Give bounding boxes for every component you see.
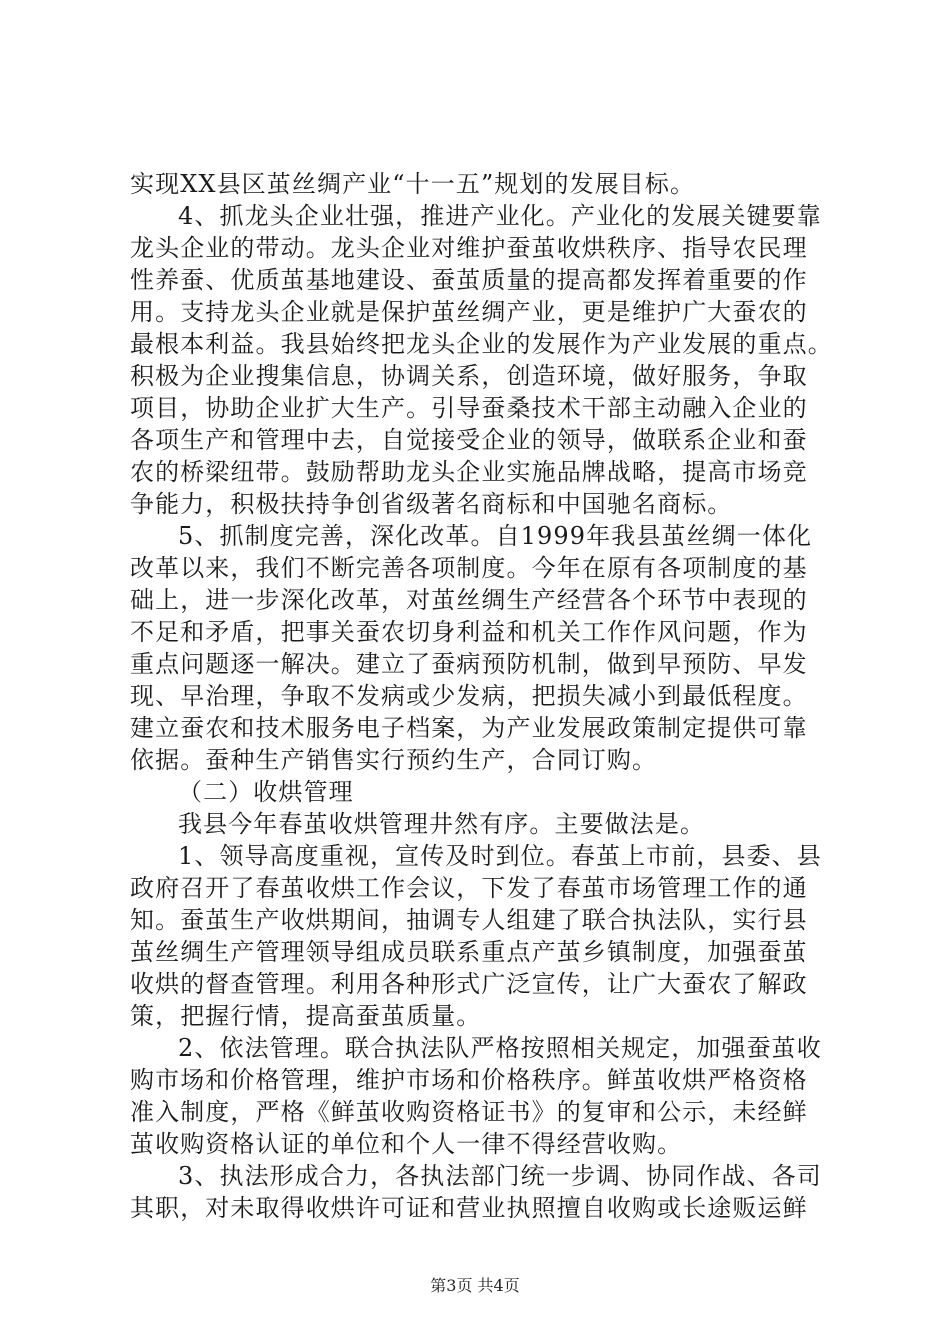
page-number-footer: 第3页 共4页 xyxy=(430,1276,520,1295)
text-line: 改革以来，我们不断完善各项制度。今年在原有各项制度的基 xyxy=(130,554,808,582)
text-line: 农的桥梁纽带。鼓励帮助龙头企业实施品牌战略，提高市场竞 xyxy=(130,458,808,486)
section-heading: （二）收烘管理 xyxy=(178,778,354,806)
text-line: 策，把握行情，提高蚕茧质量。 xyxy=(130,1002,482,1030)
text-line: 用。支持龙头企业就是保护茧丝绸产业，更是维护广大蚕农的 xyxy=(130,298,808,326)
text-line: 龙头企业的带动。龙头企业对维护蚕茧收烘秩序、指导农民理 xyxy=(130,234,808,262)
paragraph-start-line: 4、抓龙头企业壮强，推进产业化。产业化的发展关键要靠 xyxy=(178,202,822,230)
paragraph-start-line: 3、执法形成合力，各执法部门统一步调、协同作战、各司 xyxy=(178,1162,822,1190)
text-line: 建立蚕农和技术服务电子档案，为产业发展政策制定提供可靠 xyxy=(130,714,808,742)
paragraph-start-line: 1、领导高度重视，宣传及时到位。春茧上市前，县委、县 xyxy=(178,842,822,870)
text-line: 政府召开了春茧收烘工作会议，下发了春茧市场管理工作的通 xyxy=(130,874,808,902)
text-line: 茧收购资格认证的单位和个人一律不得经营收购。 xyxy=(130,1130,683,1158)
paragraph-start-line: 我县今年春茧收烘管理井然有序。主要做法是。 xyxy=(178,810,706,838)
text-line: 实现XX县区茧丝绸产业“十一五”规划的发展目标。 xyxy=(130,170,696,198)
text-line: 购市场和价格管理，维护市场和价格秩序。鲜茧收烘严格资格 xyxy=(130,1066,808,1094)
text-line: 争能力，积极扶持争创省级著名商标和中国驰名商标。 xyxy=(130,490,733,518)
text-line: 准入制度，严格《鲜茧收购资格证书》的复审和公示，未经鲜 xyxy=(130,1098,808,1126)
text-line: 收烘的督查管理。利用各种形式广泛宣传，让广大蚕农了解政 xyxy=(130,970,808,998)
text-line: 最根本利益。我县始终把龙头企业的发展作为产业发展的重点。 xyxy=(130,330,833,358)
text-line: 各项生产和管理中去，自觉接受企业的领导，做联系企业和蚕 xyxy=(130,426,808,454)
paragraph-start-line: 2、依法管理。联合执法队严格按照相关规定，加强蚕茧收 xyxy=(178,1034,822,1062)
text-line: 知。蚕茧生产收烘期间，抽调专人组建了联合执法队，实行县 xyxy=(130,906,808,934)
text-line: 现、早治理，争取不发病或少发病，把损失减小到最低程度。 xyxy=(130,682,808,710)
text-line: 其职，对未取得收烘许可证和营业执照擅自收购或长途贩运鲜 xyxy=(130,1194,808,1222)
text-line: 茧丝绸生产管理领导组成员联系重点产茧乡镇制度，加强蚕茧 xyxy=(130,938,808,966)
body-text xyxy=(130,168,833,1224)
text-line: 项目，协助企业扩大生产。引导蚕桑技术干部主动融入企业的 xyxy=(130,394,808,422)
text-line: 不足和矛盾，把事关蚕农切身利益和机关工作作风问题，作为 xyxy=(130,618,808,646)
text-line: 依据。蚕种生产销售实行预约生产，合同订购。 xyxy=(130,746,658,774)
text-line: 础上，进一步深化改革，对茧丝绸生产经营各个环节中表现的 xyxy=(130,586,808,614)
text-line: 积极为企业搜集信息，协调关系，创造环境，做好服务，争取 xyxy=(130,362,808,390)
text-line: 性养蚕、优质茧基地建设、蚕茧质量的提高都发挥着重要的作 xyxy=(130,266,808,294)
paragraph-start-line: 5、抓制度完善，深化改革。自1999年我县茧丝绸一体化 xyxy=(178,522,813,550)
text-line: 重点问题逐一解决。建立了蚕病预防机制，做到早预防、早发 xyxy=(130,650,808,678)
